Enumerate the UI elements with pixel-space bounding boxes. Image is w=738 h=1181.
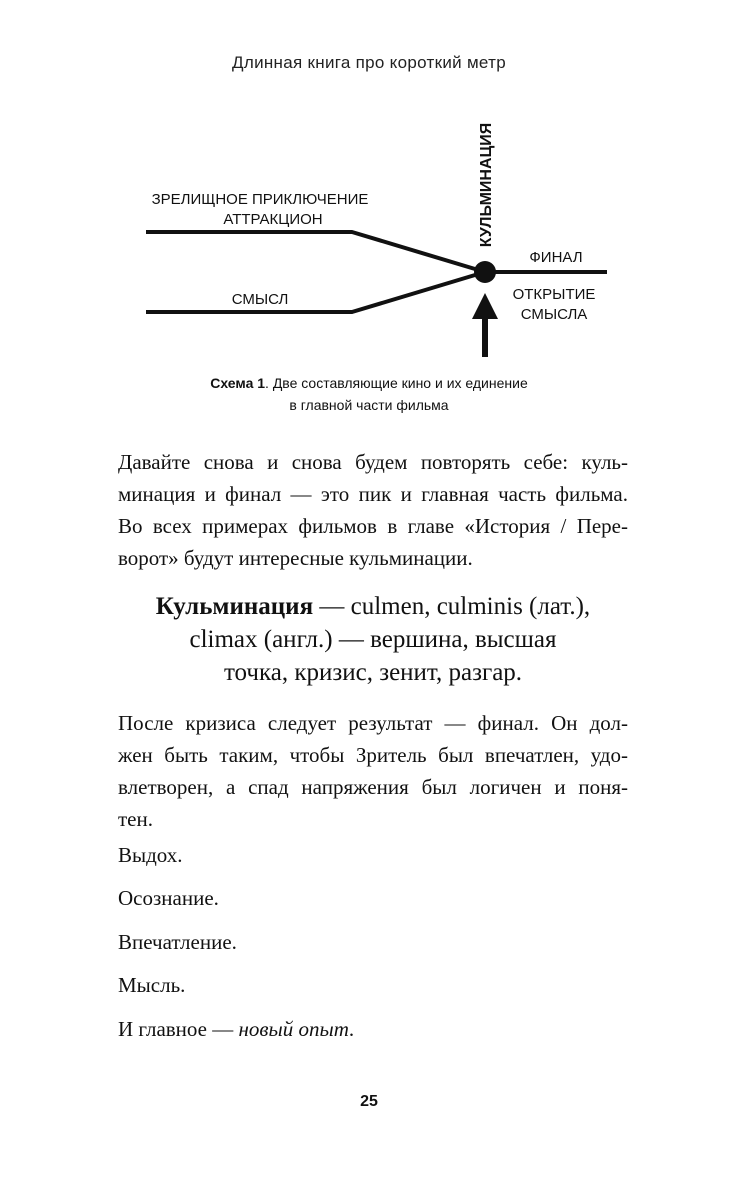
line-thought: Мысль. [118, 973, 186, 997]
caption-label: Схема 1 [210, 375, 266, 391]
line-awareness: Осознание. [118, 886, 219, 910]
paragraph-line: ворот» будут интересные кульминации. [118, 546, 473, 570]
paragraph-line: Давайте снова и снова будем повторять себе: куль- [118, 450, 628, 474]
paragraph-line: жен быть таким, чтобы Зритель был впечатлен, удо- [118, 743, 628, 767]
paragraph-line: Во всех примерах фильмов в главе «История / Пере- [118, 514, 628, 538]
line-main [118, 1014, 354, 1044]
diagram-label-spectacle-2: АТТРАКЦИОН [223, 211, 323, 228]
paragraph-line: тен. [118, 807, 153, 831]
definition-line-1: — culmen, culminis (лат.), [313, 593, 591, 620]
definition-term: Кульминация [155, 593, 314, 620]
caption-line-1: . Две составляющие кино и их единение [265, 375, 528, 391]
diagram-line-meaning [146, 272, 485, 312]
line-main-prefix: И главное — [118, 1017, 239, 1041]
paragraph-line: влетворен, а спад напряжения был логичен и поня- [118, 775, 628, 799]
paragraph-1 [118, 446, 628, 574]
page-number: 25 [360, 1093, 378, 1110]
arrow-up-icon [472, 293, 498, 319]
diagram-label-meaning: СМЫСЛ [231, 291, 289, 308]
line-exhale: Выдох. [118, 843, 183, 867]
running-head: Длинная книга про короткий метр [232, 53, 506, 72]
line-main-suffix: . [348, 1017, 355, 1041]
diagram-label-finale: ФИНАЛ [529, 249, 583, 266]
diagram-label-culmination: КУЛЬМИНАЦИЯ [478, 122, 495, 248]
caption-line-2: в главной части фильма [289, 397, 449, 413]
definition-line-2: climax (англ.) — вершина, высшая [189, 626, 557, 653]
paragraph-2 [118, 707, 628, 835]
line-main-emphasis: новый опыт [238, 1017, 349, 1041]
figure-caption [0, 372, 738, 416]
paragraph-line: минация и финал — это пик и главная часть фильма. [118, 482, 628, 506]
diagram-label-spectacle-1: ЗРЕЛИЩНОЕ ПРИКЛЮЧЕНИЕ [151, 191, 369, 208]
diagram-label-revelation-2: СМЫСЛА [520, 306, 588, 323]
diagram-culmination-node [474, 261, 496, 283]
definition-block [118, 590, 628, 689]
diagram-line-spectacle [146, 232, 485, 272]
line-impression: Впечатление. [118, 930, 237, 954]
definition-line-3: точка, кризис, зенит, разгар. [223, 659, 523, 686]
paragraph-line: После кризиса следует результат — финал. Он дол- [118, 711, 628, 735]
diagram-label-revelation-1: ОТКРЫТИЕ [512, 286, 596, 303]
diagram [0, 100, 738, 370]
